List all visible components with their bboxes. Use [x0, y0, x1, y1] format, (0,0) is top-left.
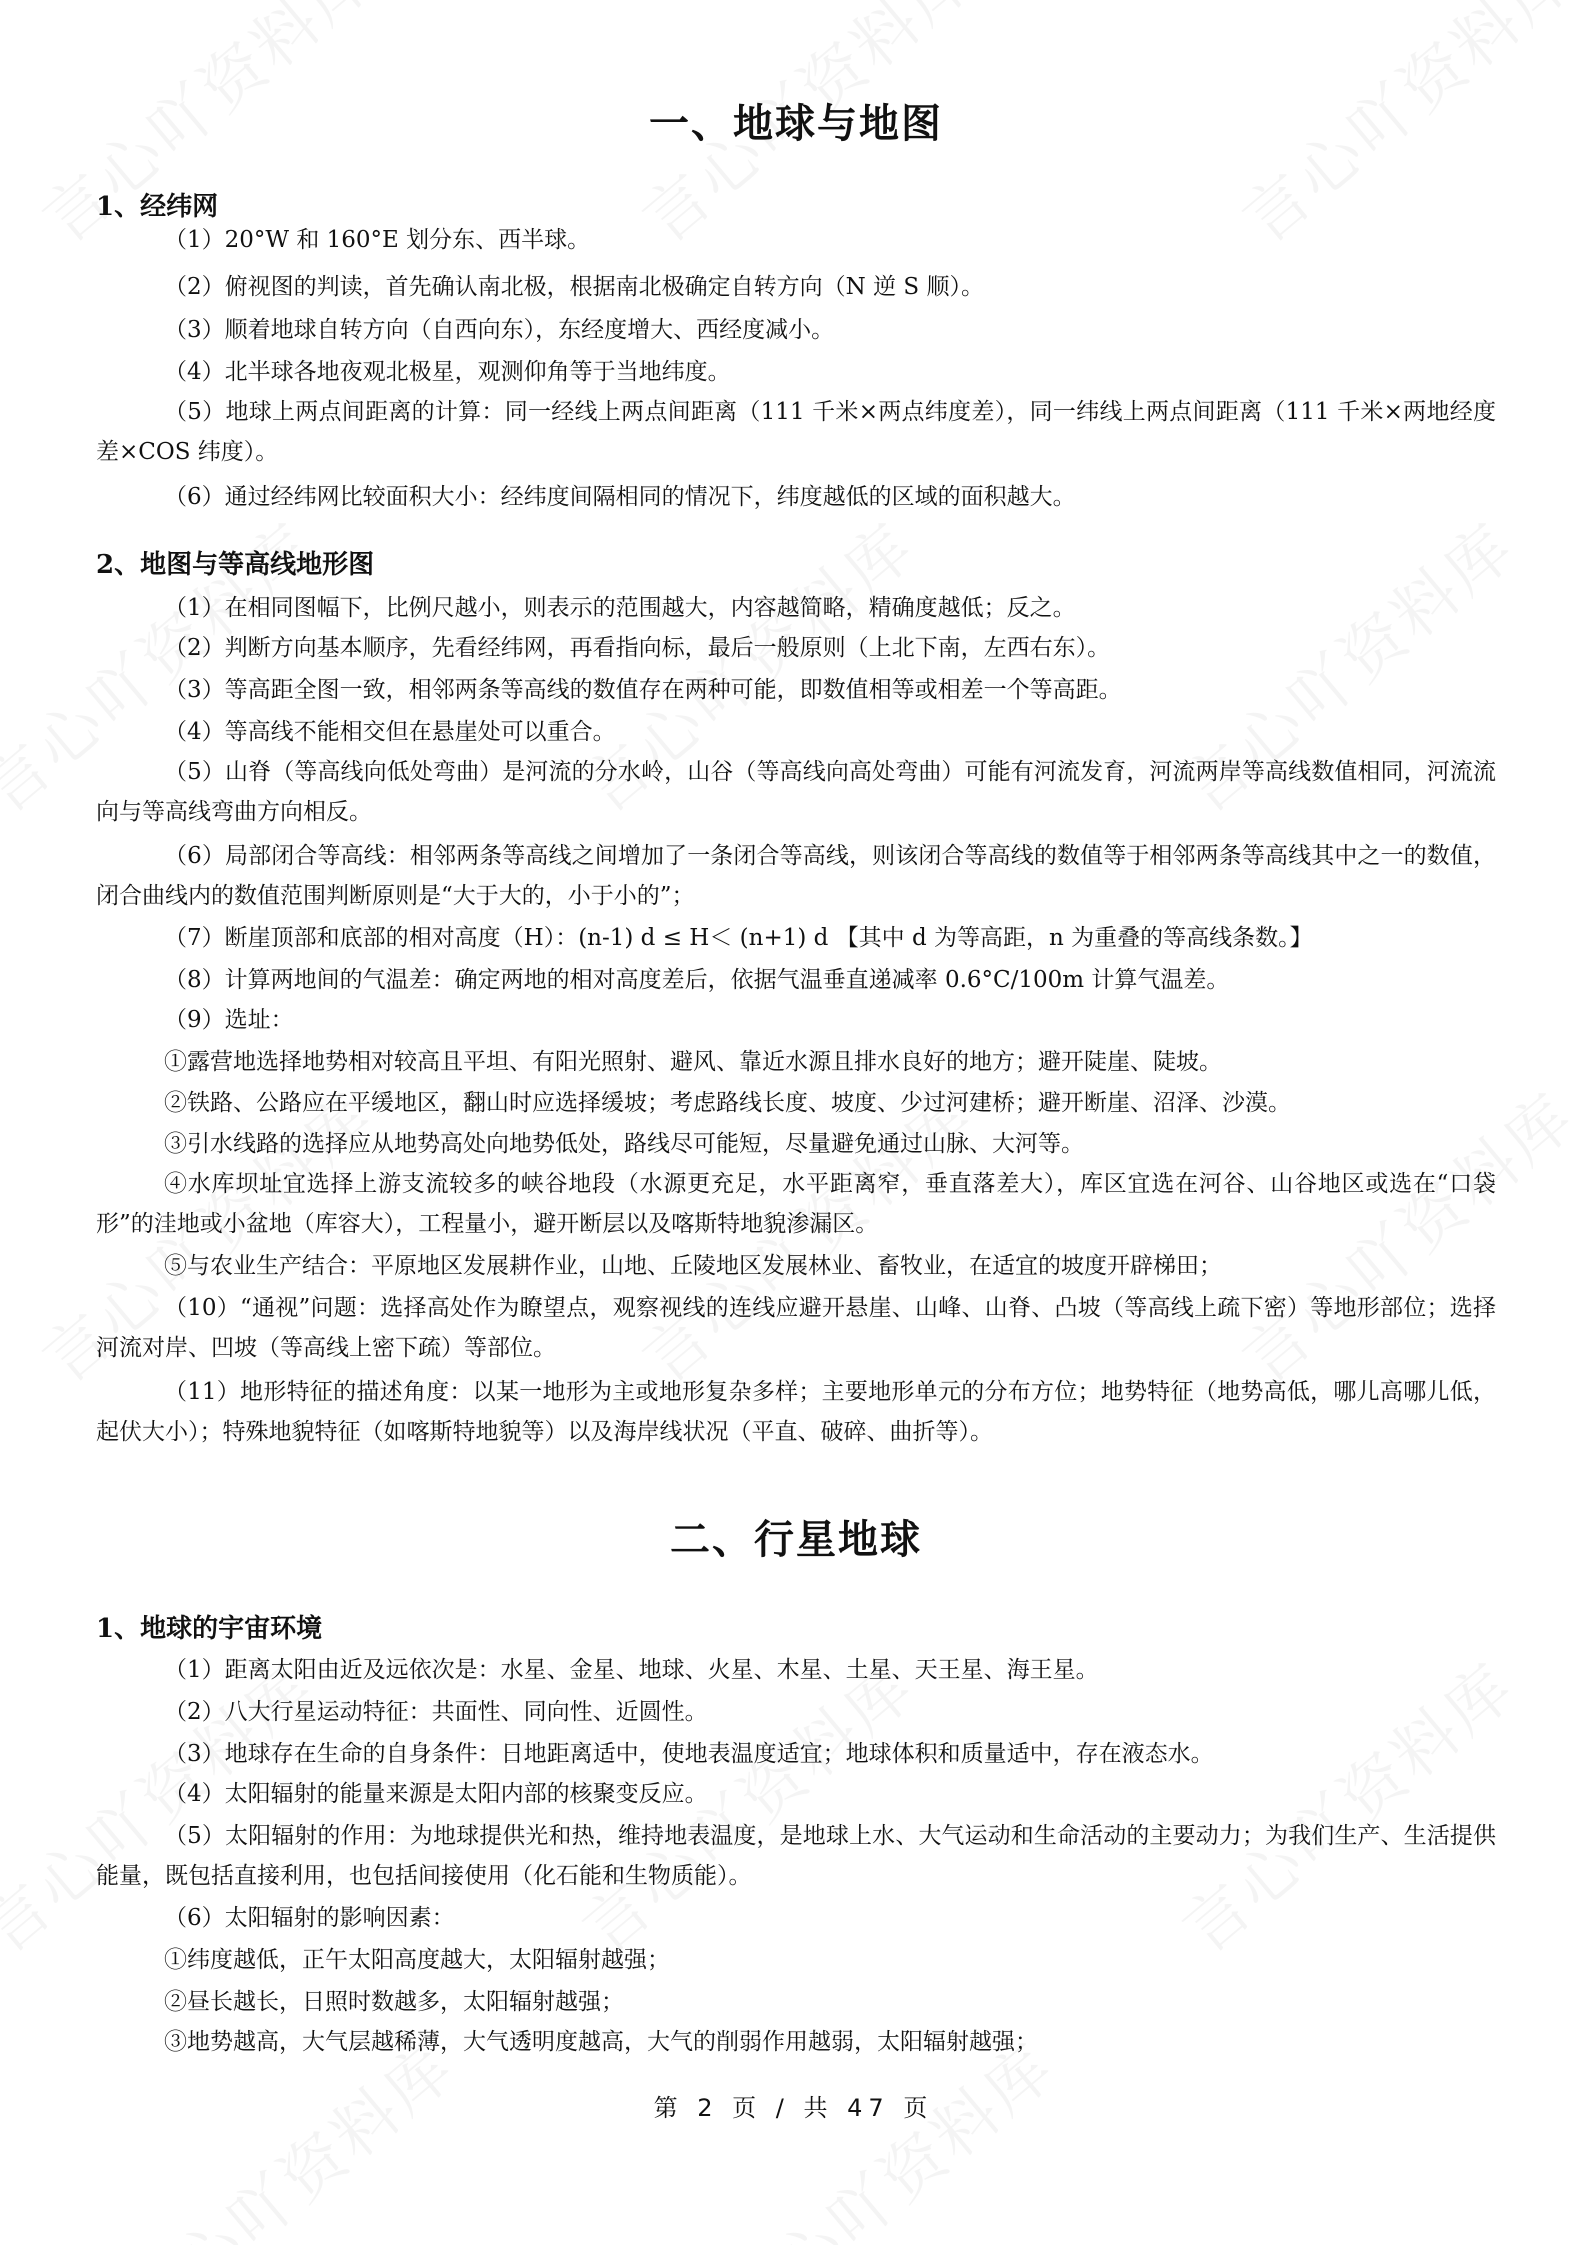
list-item: ③地势越高，大气层越稀薄，大气透明度越高，大气的削弱作用越弱，太阳辐射越强； [164, 2029, 1038, 2055]
chapter-title: 二、行星地球 [670, 1516, 922, 1563]
list-item: （1）20°W 和 160°E 划分东、西半球。 [164, 227, 591, 253]
list-item: （10）“通视”问题：选择高处作为瞭望点，观察视线的连线应避开悬崖、山峰、山脊、凸坡（等高线上疏下密）等地形部位；选择河流对岸、凹坡（等高线上密下疏）等部位。 [96, 1295, 1496, 1361]
list-item: （4）北半球各地夜观北极星，观测仰角等于当地纬度。 [164, 359, 731, 385]
list-item: ①露营地选择地势相对较高且平坦、有阳光照射、避风、靠近水源且排水良好的地方；避开陡崖、陡坡。 [164, 1049, 1222, 1075]
list-item: （8）计算两地间的气温差：确定两地的相对高度差后，依据气温垂直递减率 0.6°C/100m 计算气温差。 [164, 967, 1230, 993]
list-item: （1）在相同图幅下，比例尺越小，则表示的范围越大，内容越简略，精确度越低；反之。 [164, 595, 1076, 621]
list-item: （3）顺着地球自转方向（自西向东），东经度增大、西经度减小。 [164, 317, 835, 343]
list-item: （3）等高距全图一致，相邻两条等高线的数值存在两种可能，即数值相等或相差一个等高距。 [164, 677, 1122, 703]
list-item: （5）太阳辐射的作用：为地球提供光和热，维持地表温度，是地球上水、大气运动和生命活动的主要动力；为我们生产、生活提供能量，既包括直接利用，也包括间接使用（化石能和生物质能）。 [96, 1823, 1496, 1889]
list-item: （6）通过经纬网比较面积大小：经纬度间隔相同的情况下，纬度越低的区域的面积越大。 [164, 484, 1076, 510]
list-item: （4）等高线不能相交但在悬崖处可以重合。 [164, 719, 616, 745]
list-item: ⑤与农业生产结合：平原地区发展耕作业，山地、丘陵地区发展林业、畜牧业，在适宜的坡度开辟梯田； [164, 1253, 1222, 1279]
list-item: （6）局部闭合等高线：相邻两条等高线之间增加了一条闭合等高线，则该闭合等高线的数值等于相邻两条等高线其中之一的数值，闭合曲线内的数值范围判断原则是“大于大的，小于小的”； [96, 843, 1496, 909]
list-item: （3）地球存在生命的自身条件：日地距离适中，使地表温度适宜；地球体积和质量适中，存在液态水。 [164, 1741, 1214, 1767]
list-item: ③引水线路的选择应从地势高处向地势低处，路线尽可能短，尽量避免通过山脉、大河等。 [164, 1131, 1084, 1157]
list-item: ②昼长越长，日照时数越多，太阳辐射越强； [164, 1989, 624, 2015]
list-item: （9）选址： [164, 1007, 294, 1033]
list-item: （5）山脊（等高线向低处弯曲）是河流的分水岭，山谷（等高线向高处弯曲）可能有河流发育，河流两岸等高线数值相同，河流流向与等高线弯曲方向相反。 [96, 759, 1496, 825]
list-item: （2）俯视图的判读，首先确认南北极，根据南北极确定自转方向（N 逆 S 顺）。 [164, 274, 984, 300]
list-item: ②铁路、公路应在平缓地区，翻山时应选择缓坡；考虑路线长度、坡度、少过河建桥；避开断崖、沼泽、沙漠。 [164, 1090, 1291, 1116]
list-item: ④水库坝址宜选择上游支流较多的峡谷地段（水源更充足，水平距离窄，垂直落差大），库区宜选在河谷、山谷地区或选在“口袋形”的洼地或小盆地（库容大），工程量小，避开断层以及喀斯特地貌渗漏区。 [96, 1171, 1496, 1237]
list-item: （11）地形特征的描述角度：以某一地形为主或地形复杂多样；主要地形单元的分布方位；地势特征（地势高低，哪儿高哪儿低，起伏大小）；特殊地貌特征（如喀斯特地貌等）以及海岸线状况（平直、破碎、曲折等）。 [96, 1379, 1496, 1445]
list-item: （2）判断方向基本顺序，先看经纬网，再看指向标，最后一般原则（上北下南，左西右东）。 [164, 635, 1111, 661]
section-title: 2、地图与等高线地形图 [96, 550, 375, 580]
section-title: 1、经纬网 [96, 192, 219, 222]
list-item: （5）地球上两点间距离的计算：同一经线上两点间距离（111 千米×两点纬度差），同一纬线上两点间距离（111 千米×两地经度差×COS 纬度）。 [96, 399, 1496, 465]
list-item: （7）断崖顶部和底部的相对高度（H）：(n-1) d ≤ H＜ (n+1) d 【其中 d 为等高距，n 为重叠的等高线条数。】 [164, 925, 1313, 951]
list-item: （4）太阳辐射的能量来源是太阳内部的核聚变反应。 [164, 1781, 708, 1807]
page-number: 第 2 页 / 共 47 页 [653, 2094, 934, 2122]
chapter-title: 一、地球与地图 [649, 100, 943, 147]
list-item: （1）距离太阳由近及远依次是：水星、金星、地球、火星、木星、土星、天王星、海王星。 [164, 1657, 1099, 1683]
list-item: （2）八大行星运动特征：共面性、同向性、近圆性。 [164, 1699, 708, 1725]
list-item: ①纬度越低，正午太阳高度越大，太阳辐射越强； [164, 1947, 670, 1973]
section-title: 1、地球的宇宙环境 [96, 1614, 323, 1644]
list-item: （6）太阳辐射的影响因素： [164, 1905, 455, 1931]
